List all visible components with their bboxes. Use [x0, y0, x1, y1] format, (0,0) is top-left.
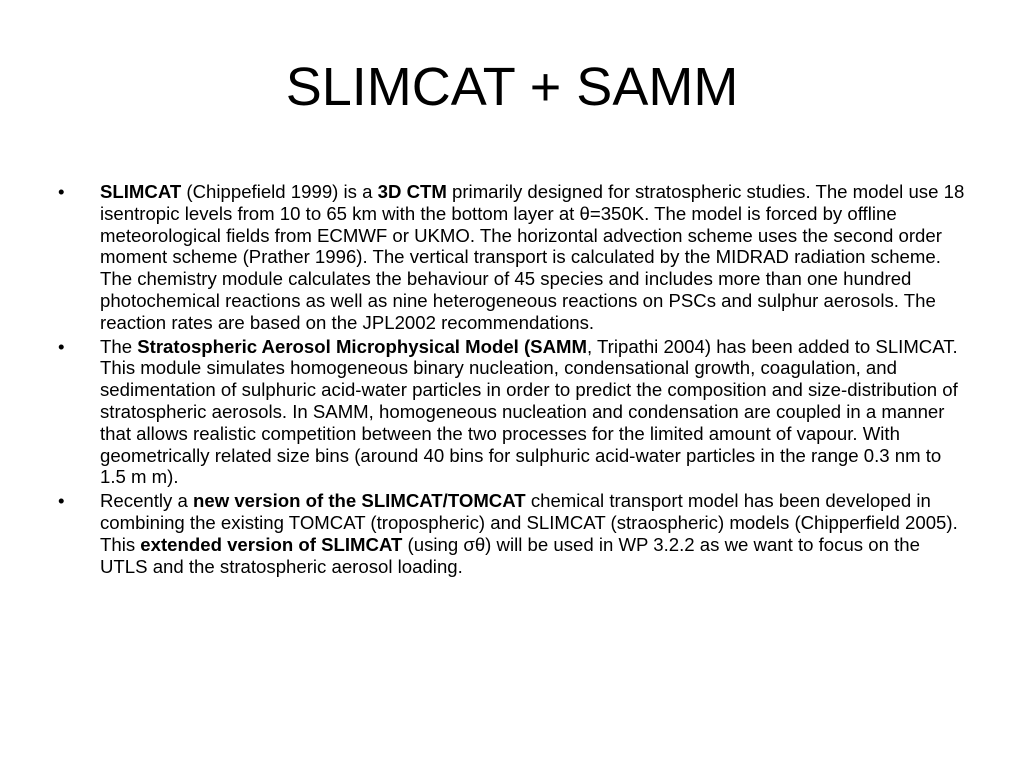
bullet-run: Recently a [100, 490, 194, 512]
bullet-run: 3D CTM [377, 181, 447, 202]
bullet-run: The [100, 335, 138, 357]
bullet-dot-icon: • [58, 490, 65, 512]
bullet-list [56, 181, 971, 579]
bullet-run: , Tripathi 2004) has been added to SLIMCAT. This module simulates homogeneous binary nucleation, condensational growth, coagulation, and sedimentation of sulphuric acid-water particles in order to predict the composition and size-distribution of stratospheric aerosols. In SAMM, homogeneous nucleation and condensation are coupled in a manner that allows realistic competition between the two processes for the limited amount of vapour. With geometrically related size bins (around 40 bins for sulphuric acid-water particles in the range 0.3 nm to 1.5 m m). [100, 335, 958, 488]
bullet-item-slimcat [56, 181, 971, 334]
bullet-run: new version of the SLIMCAT/TOMCAT [193, 490, 526, 512]
bullet-run: SLIMCAT [100, 181, 182, 202]
bullet-run: Stratospheric Aerosol Microphysical Model (SAMM [137, 335, 587, 357]
bullet-run: chemical transport model has been developed in combining the existing TOMCAT (tropospheric) and SLIMCAT (straospheric) models (Chipperfield 2005). This [100, 490, 958, 555]
bullet-item-samm [56, 336, 971, 489]
bullet-run: primarily designed for stratospheric studies. The model use 18 isentropic levels from 10 to 65 km with the bottom layer at θ=350K. The model is forced by offline meteorological fields from ECMWF or UKMO. The horizontal advection scheme uses the second order moment scheme (Prather 1996). The vertical transport is calculated by the MIDRAD radiation scheme. The chemistry module calculates the behaviour of 45 species and includes more than one hundred photochemical reactions as well as nine heterogeneous reactions on PSCs and sulphur aerosols. The reaction rates are based on the JPL2002 recommendations. [100, 181, 965, 333]
bullet-dot-icon: • [58, 335, 65, 357]
bullet-run: (using σθ) will be used in WP 3.2.2 as we want to focus on the UTLS and the stratospheric aerosol loading. [100, 533, 920, 577]
slide-title: SLIMCAT + SAMM [285, 57, 739, 117]
bullet-item-new-version [56, 490, 971, 577]
bullet-run: extended version of SLIMCAT [140, 533, 403, 555]
bullet-run: (Chippefield 1999) is a [181, 181, 378, 202]
bullet-dot-icon: • [58, 181, 65, 202]
